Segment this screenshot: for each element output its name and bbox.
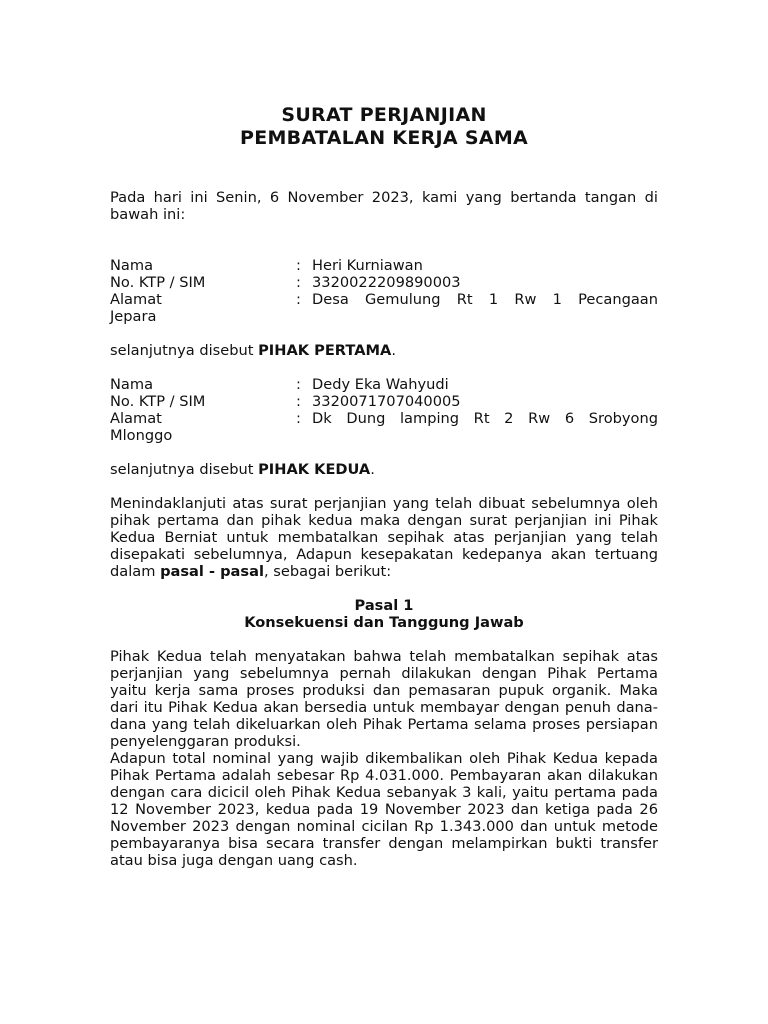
colon: : [296,291,301,308]
party-two-designation-name: PIHAK KEDUA [258,461,371,478]
colon: : [296,257,301,274]
lead-paragraph-suffix: , sebagai berikut: [263,563,392,580]
party-two-address: Dk Dung lamping Rt 2 Rw 6 Srobyong [312,410,658,427]
pasal-1-paragraph-2: Adapun total nominal yang wajib dikembalikan oleh Pihak Kedua kepada Pihak Pertama adalah sebesar Rp 4.031.000. Pembayaran akan dilakukan dengan cara dicicil oleh Pihak Kedua sebanyak 3 kali, yaitu pertama pada 12 November 2023, kedua pada 19 November 2023 dan ketiga pada 26 November 2023 dengan nominal cicilan Rp 1.343.000 dan untuk metode pembayaranya bisa secara transfer dengan melampirkan bukti transfer atau bisa juga dengan uang cash. [110,750,658,869]
party-two-address-row [110,410,658,427]
party-two-id-row [110,393,658,410]
id-label: No. KTP / SIM [110,393,206,410]
party-one-name: Heri Kurniawan [312,257,423,274]
designation-suffix: . [391,342,396,359]
name-label: Nama [110,257,154,274]
pasal-1-subheading: Konsekuensi dan Tanggung Jawab [244,614,524,631]
pasal-1-heading: Pasal 1 [354,597,414,614]
party-two-name-row [110,376,658,393]
party-two-details [110,376,658,444]
colon: : [296,274,301,291]
name-label: Nama [110,376,154,393]
party-two-id: 3320071707040005 [312,393,461,410]
party-two-name: Dedy Eka Wahyudi [312,376,449,393]
address-label: Alamat [110,410,162,427]
lead-paragraph-bold: pasal - pasal [160,563,264,580]
intro-paragraph: Pada hari ini Senin, 6 November 2023, kami yang bertanda tangan di bawah ini: [110,189,658,223]
colon: : [296,410,301,427]
party-two-address-continued: Mlonggo [110,427,173,444]
address-label: Alamat [110,291,162,308]
designation-prefix: selanjutnya disebut [110,342,259,359]
party-one-details [110,257,658,325]
party-one-id: 3320022209890003 [312,274,461,291]
colon: : [296,376,301,393]
colon: : [296,393,301,410]
lead-paragraph-text: Menindaklanjuti atas surat perjanjian yang telah dibuat sebelumnya oleh pihak pertama dan pihak kedua maka dengan surat perjanjian ini Pihak Kedua Berniat untuk membatalkan sepihak atas perjanjian yang telah disepakati sebelumnya, Adapun kesepakatan kedepanya akan tertuang dalam [110,495,658,580]
party-one-name-row [110,257,658,274]
designation-prefix: selanjutnya disebut [110,461,259,478]
party-two-designation [110,461,658,478]
document-title [110,0,658,150]
lead-paragraph [110,495,658,580]
title-line-1: SURAT PERJANJIAN [281,104,487,126]
id-label: No. KTP / SIM [110,274,206,291]
party-one-address: Desa Gemulung Rt 1 Rw 1 Pecangaan [312,291,658,308]
designation-suffix: . [370,461,375,478]
party-one-address-row [110,291,658,308]
party-one-designation [110,342,658,359]
party-one-designation-name: PIHAK PERTAMA [258,342,392,359]
title-line-2: PEMBATALAN KERJA SAMA [239,127,529,149]
party-one-address-continued: Jepara [110,308,157,325]
pasal-1-paragraph-1: Pihak Kedua telah menyatakan bahwa telah membatalkan sepihak atas perjanjian yang sebelumnya pernah dilakukan dengan Pihak Pertama yaitu kerja sama proses produksi dan pemasaran pupuk organik. Maka dari itu Pihak Kedua akan bersedia untuk membayar dengan penuh dana-dana yang telah dikeluarkan oleh Pihak Pertama selama proses persiapan penyelenggaran produksi. [110,648,658,750]
party-one-id-row [110,274,658,291]
